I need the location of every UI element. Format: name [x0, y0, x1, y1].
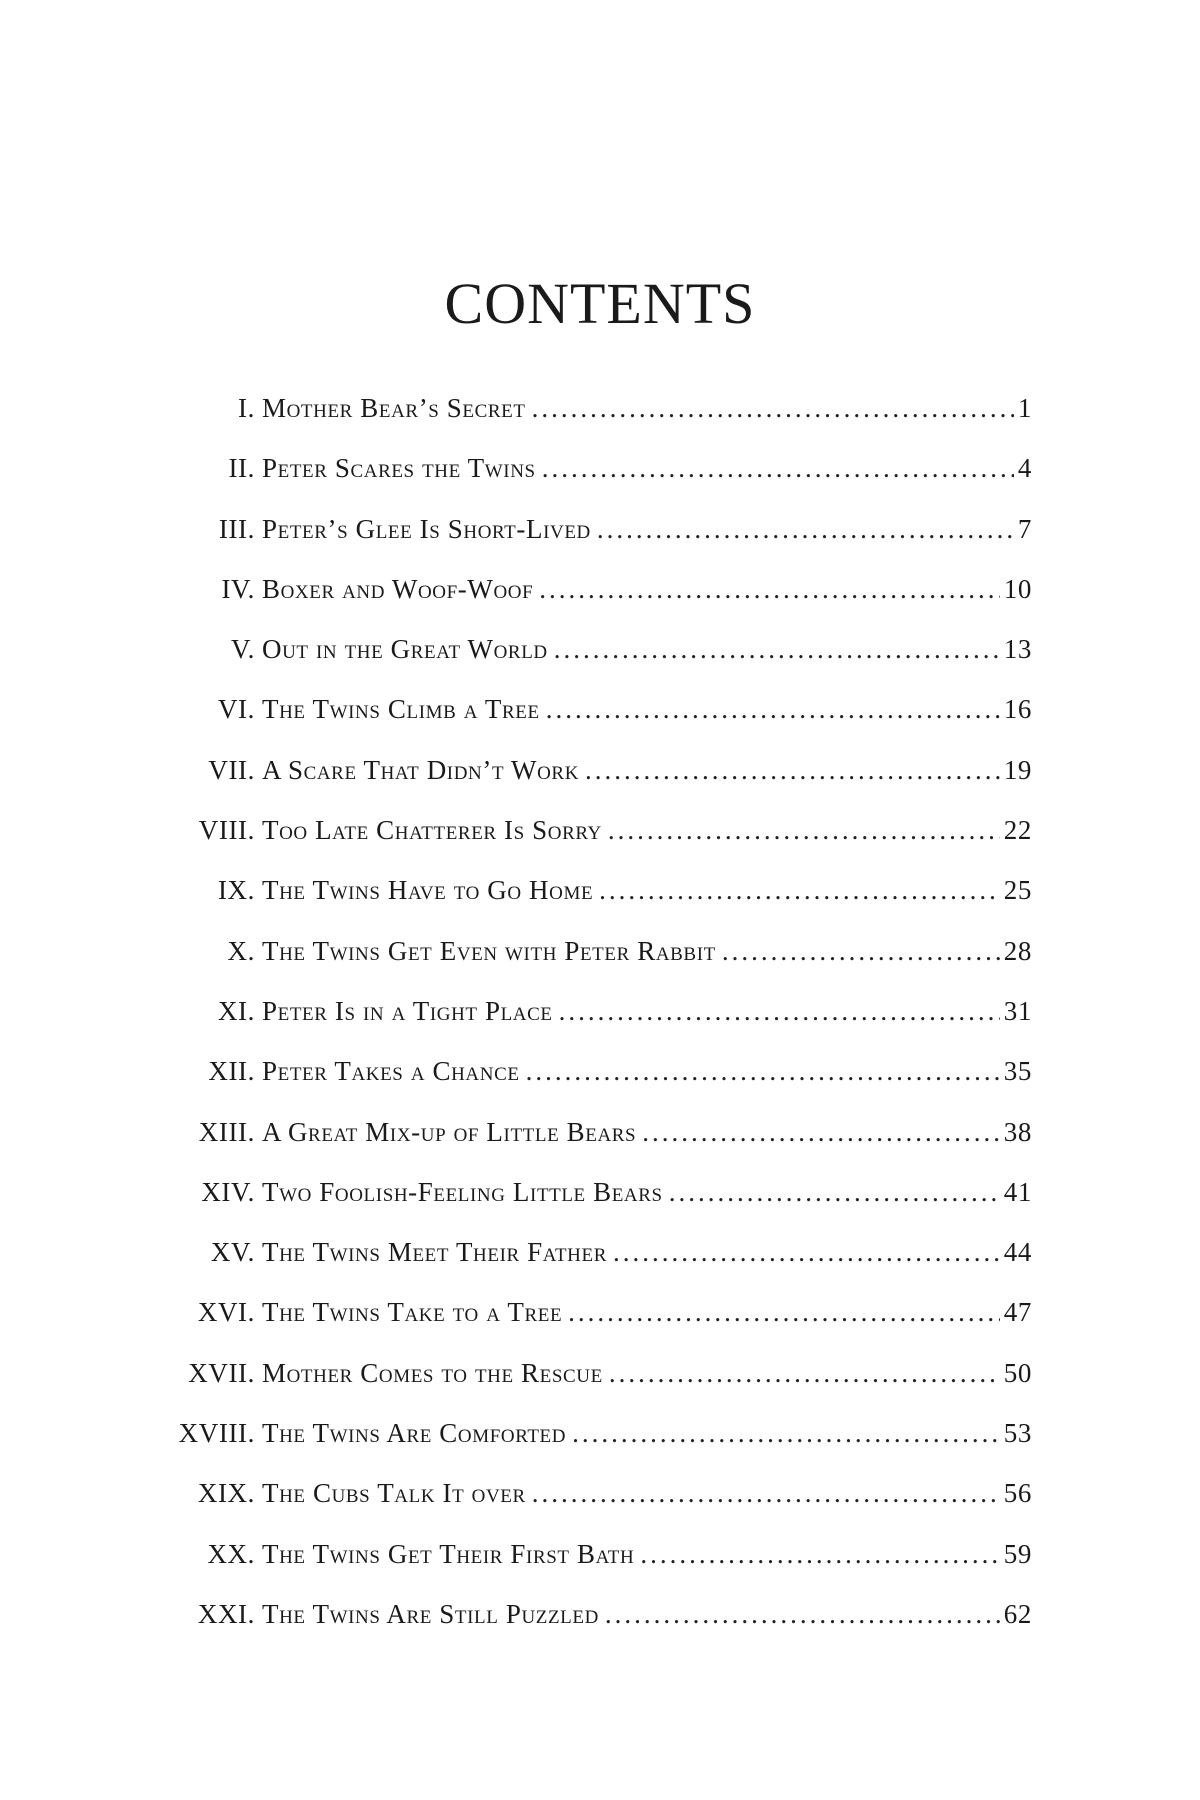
chapter-numeral: IV.: [221, 573, 255, 604]
chapter-line: [262, 1294, 1032, 1330]
chapter-line: [262, 1053, 1032, 1089]
chapter-numeral: VI.: [217, 694, 255, 725]
toc-entry[interactable]: [0, 1475, 1200, 1535]
chapter-page-number: 25: [1003, 875, 1032, 906]
dot-leader: [597, 511, 1014, 547]
chapter-numeral: V.: [231, 634, 255, 665]
chapter-page-number: 56: [1003, 1478, 1032, 1509]
chapter-page-number: 59: [1003, 1538, 1032, 1569]
dot-leader: [642, 1114, 1000, 1150]
chapter-numeral: XVI.: [197, 1297, 255, 1328]
chapter-title: Too Late Chatterer Is Sorry: [262, 815, 602, 846]
chapter-title: The Twins Meet Their Father: [262, 1237, 607, 1268]
chapter-line: [262, 1174, 1032, 1210]
chapter-numeral: XII.: [208, 1056, 255, 1087]
dot-leader: [526, 1053, 1000, 1089]
chapter-title: Peter’s Glee Is Short-Lived: [262, 513, 591, 544]
chapter-page-number: 44: [1003, 1237, 1032, 1268]
chapter-numeral: XIX.: [197, 1478, 255, 1509]
chapter-page-number: 1: [1017, 393, 1032, 423]
dot-leader: [609, 1355, 1000, 1391]
contents-heading: CONTENTS: [444, 271, 756, 336]
toc-entry[interactable]: [0, 390, 1200, 450]
chapter-page-number: 62: [1003, 1598, 1032, 1629]
chapter-line: [262, 1114, 1032, 1150]
toc-entry[interactable]: [0, 511, 1200, 571]
chapter-line: [262, 933, 1032, 969]
chapter-title: The Twins Get Their First Bath: [262, 1538, 635, 1569]
chapter-line: [262, 511, 1032, 547]
toc-entry[interactable]: [0, 1294, 1200, 1354]
chapter-numeral: XIV.: [201, 1176, 255, 1207]
chapter-line: [262, 631, 1032, 667]
chapter-numeral: XXI.: [197, 1598, 255, 1629]
dot-leader: [572, 1415, 1000, 1451]
chapter-line: [262, 1415, 1032, 1451]
chapter-page-number: 22: [1003, 815, 1032, 846]
chapter-title: Two Foolish-Feeling Little Bears: [262, 1176, 663, 1207]
dot-leader: [546, 691, 1000, 727]
chapter-page-number: 7: [1017, 513, 1032, 544]
chapter-title: The Twins Are Comforted: [262, 1418, 567, 1449]
chapter-line: [262, 1355, 1032, 1391]
toc-entry[interactable]: [0, 1114, 1200, 1174]
chapter-title: Mother Comes to the Rescue: [262, 1357, 603, 1388]
chapter-title: The Twins Climb a Tree: [262, 694, 540, 725]
chapter-page-number: 38: [1003, 1116, 1032, 1147]
toc-entry[interactable]: [0, 1234, 1200, 1294]
chapter-numeral: XV.: [210, 1237, 255, 1268]
chapter-title: The Twins Have to Go Home: [262, 875, 594, 906]
toc-entry[interactable]: [0, 1355, 1200, 1415]
chapter-line: [262, 390, 1032, 426]
table-of-contents: [0, 390, 1200, 1656]
chapter-line: [262, 1596, 1032, 1632]
chapter-numeral: XX.: [207, 1538, 255, 1569]
dot-leader: [532, 390, 1014, 426]
toc-entry[interactable]: [0, 1596, 1200, 1656]
dot-leader: [532, 1475, 1000, 1511]
chapter-title: Boxer and Woof-Woof: [262, 573, 534, 604]
chapter-line: [262, 571, 1032, 607]
chapter-title: The Twins Get Even with Peter Rabbit: [262, 935, 716, 966]
chapter-title: A Great Mix-up of Little Bears: [262, 1116, 637, 1147]
chapter-title: The Twins Are Still Puzzled: [262, 1598, 599, 1629]
chapter-page-number: 16: [1003, 694, 1032, 725]
chapter-page-number: 28: [1003, 935, 1032, 966]
chapter-page-number: 13: [1003, 634, 1032, 665]
chapter-title: Peter Is in a Tight Place: [262, 995, 553, 1026]
chapter-numeral: XI.: [217, 995, 255, 1026]
chapter-line: [262, 993, 1032, 1029]
toc-entry[interactable]: [0, 1415, 1200, 1475]
dot-leader: [568, 1294, 1000, 1330]
toc-entry[interactable]: [0, 752, 1200, 812]
toc-entry[interactable]: [0, 993, 1200, 1053]
dot-leader: [559, 993, 1000, 1029]
chapter-line: [262, 752, 1032, 788]
toc-entry[interactable]: [0, 450, 1200, 510]
chapter-title: Peter Takes a Chance: [262, 1056, 520, 1087]
toc-entry[interactable]: [0, 571, 1200, 631]
toc-entry[interactable]: [0, 1174, 1200, 1234]
chapter-line: [262, 812, 1032, 848]
dot-leader: [542, 450, 1014, 486]
chapter-numeral: III.: [218, 513, 255, 544]
toc-entry[interactable]: [0, 631, 1200, 691]
chapter-numeral: I.: [238, 393, 255, 423]
toc-entry[interactable]: [0, 1053, 1200, 1113]
chapter-line: [262, 1536, 1032, 1572]
chapter-line: [262, 872, 1032, 908]
chapter-title: The Twins Take to a Tree: [262, 1297, 563, 1328]
chapter-numeral: II.: [228, 453, 255, 484]
chapter-line: [262, 691, 1032, 727]
chapter-title: A Scare That Didn’t Work: [262, 754, 580, 785]
chapter-page-number: 50: [1003, 1357, 1032, 1388]
dot-leader: [605, 1596, 1000, 1632]
dot-leader: [585, 752, 1000, 788]
chapter-page-number: 31: [1003, 995, 1032, 1026]
chapter-numeral: VIII.: [198, 815, 255, 846]
chapter-numeral: IX.: [217, 875, 255, 906]
chapter-numeral: XIII.: [198, 1116, 255, 1147]
toc-entry[interactable]: [0, 1536, 1200, 1596]
chapter-title: Peter Scares the Twins: [262, 453, 536, 484]
chapter-line: [262, 450, 1032, 486]
chapter-page-number: 53: [1003, 1418, 1032, 1449]
chapter-page-number: 47: [1003, 1297, 1032, 1328]
dot-leader: [669, 1174, 1000, 1210]
chapter-page-number: 35: [1003, 1056, 1032, 1087]
dot-leader: [640, 1536, 999, 1572]
dot-leader: [608, 812, 1000, 848]
chapter-page-number: 41: [1003, 1176, 1032, 1207]
chapter-title: Out in the Great World: [262, 634, 548, 665]
chapter-line: [262, 1475, 1032, 1511]
chapter-numeral: VII.: [208, 754, 255, 785]
chapter-page-number: 19: [1003, 754, 1032, 785]
chapter-numeral: XVII.: [188, 1357, 255, 1388]
chapter-numeral: X.: [227, 935, 255, 966]
dot-leader: [722, 933, 1000, 969]
toc-entry[interactable]: [0, 812, 1200, 872]
dot-leader: [539, 571, 1000, 607]
dot-leader: [613, 1234, 1000, 1270]
chapter-line: [262, 1234, 1032, 1270]
chapter-title: Mother Bear’s Secret: [262, 393, 526, 423]
chapter-page-number: 10: [1003, 573, 1032, 604]
chapter-title: The Cubs Talk It over: [262, 1478, 526, 1509]
toc-entry[interactable]: [0, 872, 1200, 932]
toc-entry[interactable]: [0, 933, 1200, 993]
chapter-page-number: 4: [1017, 453, 1032, 484]
toc-entry[interactable]: [0, 691, 1200, 751]
chapter-numeral: XVIII.: [178, 1418, 255, 1449]
dot-leader: [599, 872, 1000, 908]
dot-leader: [554, 631, 1000, 667]
